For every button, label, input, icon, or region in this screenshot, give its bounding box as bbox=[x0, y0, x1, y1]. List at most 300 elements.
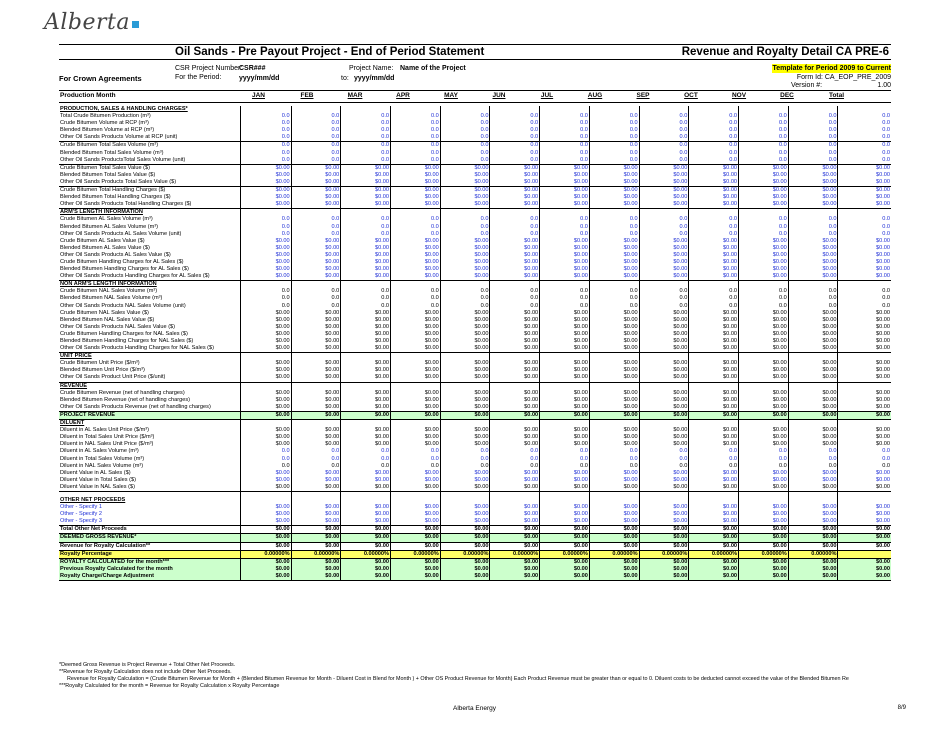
month-cell[interactable]: $0.00 bbox=[490, 238, 540, 245]
month-cell[interactable]: $0.00 bbox=[440, 477, 490, 484]
month-cell[interactable]: 0.0 bbox=[391, 113, 441, 120]
month-cell[interactable]: 0.0 bbox=[240, 127, 291, 134]
month-cell[interactable]: 0.0 bbox=[240, 224, 291, 231]
month-cell[interactable]: 0.0 bbox=[240, 448, 291, 455]
month-cell[interactable]: 0.0 bbox=[291, 224, 341, 231]
month-cell[interactable]: 0.0 bbox=[490, 231, 540, 238]
month-cell[interactable]: 0.0 bbox=[589, 127, 639, 134]
month-cell[interactable]: $0.00 bbox=[540, 504, 590, 511]
month-cell[interactable]: 0.0 bbox=[291, 456, 341, 463]
month-cell[interactable]: 0.0 bbox=[440, 150, 490, 157]
month-cell[interactable]: 0.0 bbox=[788, 134, 838, 142]
month-cell[interactable]: 0.0 bbox=[540, 216, 590, 223]
month-cell[interactable]: $0.00 bbox=[490, 511, 540, 518]
month-cell[interactable]: $0.00 bbox=[689, 252, 739, 259]
month-cell[interactable]: 0.0 bbox=[490, 448, 540, 455]
month-cell[interactable]: $0.00 bbox=[391, 245, 441, 252]
month-cell[interactable]: $0.00 bbox=[240, 273, 291, 281]
month-cell[interactable]: 0.0 bbox=[391, 216, 441, 223]
month-cell[interactable]: 0.0 bbox=[490, 157, 540, 165]
month-cell[interactable]: 0.0 bbox=[639, 150, 689, 157]
month-cell[interactable]: $0.00 bbox=[788, 259, 838, 266]
month-cell[interactable]: 0.0 bbox=[540, 142, 590, 150]
month-cell[interactable]: 0.0 bbox=[739, 231, 789, 238]
month-cell[interactable]: $0.00 bbox=[739, 511, 789, 518]
month-cell[interactable]: $0.00 bbox=[589, 259, 639, 266]
month-cell[interactable]: 0.0 bbox=[490, 216, 540, 223]
month-cell[interactable]: 0.0 bbox=[788, 231, 838, 238]
month-cell[interactable]: $0.00 bbox=[739, 477, 789, 484]
month-cell[interactable]: 0.0 bbox=[689, 231, 739, 238]
month-cell[interactable]: $0.00 bbox=[739, 470, 789, 477]
csr-value[interactable]: CSR### bbox=[239, 65, 266, 72]
month-cell[interactable]: $0.00 bbox=[739, 238, 789, 245]
month-cell[interactable]: $0.00 bbox=[240, 187, 291, 195]
month-cell[interactable]: $0.00 bbox=[589, 245, 639, 252]
month-cell[interactable]: $0.00 bbox=[341, 201, 391, 209]
month-cell[interactable]: $0.00 bbox=[639, 477, 689, 484]
month-cell[interactable]: $0.00 bbox=[540, 238, 590, 245]
month-cell[interactable]: $0.00 bbox=[490, 194, 540, 201]
month-cell[interactable]: 0.0 bbox=[341, 134, 391, 142]
month-cell[interactable]: $0.00 bbox=[391, 259, 441, 266]
month-cell[interactable]: 0.0 bbox=[440, 120, 490, 127]
month-cell[interactable]: $0.00 bbox=[490, 252, 540, 259]
month-cell[interactable]: 0.0 bbox=[589, 216, 639, 223]
month-cell[interactable]: $0.00 bbox=[639, 273, 689, 281]
month-cell[interactable]: $0.00 bbox=[490, 245, 540, 252]
month-cell[interactable]: $0.00 bbox=[689, 201, 739, 209]
month-cell[interactable]: 0.0 bbox=[291, 216, 341, 223]
month-cell[interactable]: 0.0 bbox=[440, 113, 490, 120]
month-cell[interactable]: 0.0 bbox=[788, 142, 838, 150]
month-cell[interactable]: $0.00 bbox=[490, 201, 540, 209]
month-cell[interactable]: 0.0 bbox=[739, 456, 789, 463]
month-cell[interactable]: 0.0 bbox=[240, 150, 291, 157]
month-cell[interactable]: $0.00 bbox=[240, 164, 291, 172]
month-cell[interactable]: $0.00 bbox=[689, 259, 739, 266]
month-cell[interactable]: $0.00 bbox=[240, 179, 291, 187]
period-to-value[interactable]: yyyy/mm/dd bbox=[354, 75, 395, 82]
month-cell[interactable]: $0.00 bbox=[391, 477, 441, 484]
month-cell[interactable]: 0.0 bbox=[739, 127, 789, 134]
month-cell[interactable]: $0.00 bbox=[540, 518, 590, 526]
month-cell[interactable]: 0.0 bbox=[689, 127, 739, 134]
month-cell[interactable]: $0.00 bbox=[291, 511, 341, 518]
month-cell[interactable]: 0.0 bbox=[689, 120, 739, 127]
month-cell[interactable]: $0.00 bbox=[240, 238, 291, 245]
month-cell[interactable]: $0.00 bbox=[788, 201, 838, 209]
month-cell[interactable]: $0.00 bbox=[391, 172, 441, 179]
month-cell[interactable]: 0.0 bbox=[589, 231, 639, 238]
month-cell[interactable]: $0.00 bbox=[540, 172, 590, 179]
month-cell[interactable]: 0.0 bbox=[391, 231, 441, 238]
month-cell[interactable]: $0.00 bbox=[341, 504, 391, 511]
month-cell[interactable]: 0.0 bbox=[540, 127, 590, 134]
month-cell[interactable]: 0.0 bbox=[240, 113, 291, 120]
month-cell[interactable]: 0.0 bbox=[739, 113, 789, 120]
month-cell[interactable]: 0.0 bbox=[689, 456, 739, 463]
month-cell[interactable]: 0.0 bbox=[639, 448, 689, 455]
month-cell[interactable]: $0.00 bbox=[440, 470, 490, 477]
month-cell[interactable]: 0.0 bbox=[391, 448, 441, 455]
month-cell[interactable]: $0.00 bbox=[391, 504, 441, 511]
month-cell[interactable]: $0.00 bbox=[291, 245, 341, 252]
month-cell[interactable]: 0.0 bbox=[291, 142, 341, 150]
month-cell[interactable]: $0.00 bbox=[391, 518, 441, 526]
month-cell[interactable]: $0.00 bbox=[391, 238, 441, 245]
month-cell[interactable]: 0.0 bbox=[739, 120, 789, 127]
month-cell[interactable]: 0.0 bbox=[291, 448, 341, 455]
month-cell[interactable]: 0.0 bbox=[341, 224, 391, 231]
month-cell[interactable]: $0.00 bbox=[391, 273, 441, 281]
month-cell[interactable]: $0.00 bbox=[440, 245, 490, 252]
month-cell[interactable]: $0.00 bbox=[639, 518, 689, 526]
month-cell[interactable]: 0.0 bbox=[391, 157, 441, 165]
month-cell[interactable]: 0.0 bbox=[490, 456, 540, 463]
month-cell[interactable]: $0.00 bbox=[788, 238, 838, 245]
month-cell[interactable]: $0.00 bbox=[788, 172, 838, 179]
month-cell[interactable]: $0.00 bbox=[639, 504, 689, 511]
month-cell[interactable]: 0.0 bbox=[240, 134, 291, 142]
month-cell[interactable]: $0.00 bbox=[440, 518, 490, 526]
month-cell[interactable]: $0.00 bbox=[639, 266, 689, 273]
month-cell[interactable]: 0.0 bbox=[341, 157, 391, 165]
month-cell[interactable]: 0.0 bbox=[739, 157, 789, 165]
month-cell[interactable]: $0.00 bbox=[490, 470, 540, 477]
month-cell[interactable]: 0.0 bbox=[291, 231, 341, 238]
month-cell[interactable]: $0.00 bbox=[788, 504, 838, 511]
month-cell[interactable]: $0.00 bbox=[739, 245, 789, 252]
month-cell[interactable]: 0.0 bbox=[490, 127, 540, 134]
month-cell[interactable]: 0.0 bbox=[739, 224, 789, 231]
month-cell[interactable]: 0.0 bbox=[788, 150, 838, 157]
month-cell[interactable]: $0.00 bbox=[291, 179, 341, 187]
month-cell[interactable]: 0.0 bbox=[589, 113, 639, 120]
month-cell[interactable]: 0.0 bbox=[291, 120, 341, 127]
month-cell[interactable]: $0.00 bbox=[440, 238, 490, 245]
month-cell[interactable]: $0.00 bbox=[739, 164, 789, 172]
month-cell[interactable]: $0.00 bbox=[440, 201, 490, 209]
month-cell[interactable]: 0.0 bbox=[391, 120, 441, 127]
month-cell[interactable]: $0.00 bbox=[341, 266, 391, 273]
month-cell[interactable]: 0.0 bbox=[341, 216, 391, 223]
month-cell[interactable]: $0.00 bbox=[639, 172, 689, 179]
month-cell[interactable]: $0.00 bbox=[689, 187, 739, 195]
month-cell[interactable]: 0.0 bbox=[589, 120, 639, 127]
month-cell[interactable]: $0.00 bbox=[739, 518, 789, 526]
month-cell[interactable]: $0.00 bbox=[639, 238, 689, 245]
month-cell[interactable]: $0.00 bbox=[240, 504, 291, 511]
month-cell[interactable]: 0.0 bbox=[440, 448, 490, 455]
month-cell[interactable]: 0.0 bbox=[788, 120, 838, 127]
month-cell[interactable]: 0.0 bbox=[540, 456, 590, 463]
month-cell[interactable]: 0.0 bbox=[490, 113, 540, 120]
month-cell[interactable]: $0.00 bbox=[440, 273, 490, 281]
month-cell[interactable]: $0.00 bbox=[589, 470, 639, 477]
month-cell[interactable]: $0.00 bbox=[589, 504, 639, 511]
month-cell[interactable]: 0.0 bbox=[490, 224, 540, 231]
month-cell[interactable]: $0.00 bbox=[739, 266, 789, 273]
month-cell[interactable]: $0.00 bbox=[490, 273, 540, 281]
month-cell[interactable]: $0.00 bbox=[689, 245, 739, 252]
month-cell[interactable]: $0.00 bbox=[689, 518, 739, 526]
month-cell[interactable]: $0.00 bbox=[589, 252, 639, 259]
month-cell[interactable]: 0.0 bbox=[240, 142, 291, 150]
month-cell[interactable]: 0.0 bbox=[739, 150, 789, 157]
month-cell[interactable]: $0.00 bbox=[440, 164, 490, 172]
month-cell[interactable]: 0.0 bbox=[788, 224, 838, 231]
month-cell[interactable]: 0.0 bbox=[639, 456, 689, 463]
month-cell[interactable]: 0.0 bbox=[540, 224, 590, 231]
month-cell[interactable]: 0.0 bbox=[391, 127, 441, 134]
month-cell[interactable]: $0.00 bbox=[540, 194, 590, 201]
month-cell[interactable]: 0.0 bbox=[341, 456, 391, 463]
month-cell[interactable]: $0.00 bbox=[540, 164, 590, 172]
month-cell[interactable]: $0.00 bbox=[291, 164, 341, 172]
month-cell[interactable]: 0.0 bbox=[689, 224, 739, 231]
month-cell[interactable]: $0.00 bbox=[240, 470, 291, 477]
month-cell[interactable]: $0.00 bbox=[291, 273, 341, 281]
month-cell[interactable]: 0.0 bbox=[639, 134, 689, 142]
month-cell[interactable]: $0.00 bbox=[540, 266, 590, 273]
month-cell[interactable]: 0.0 bbox=[540, 120, 590, 127]
month-cell[interactable]: $0.00 bbox=[689, 273, 739, 281]
month-cell[interactable]: 0.0 bbox=[291, 127, 341, 134]
month-cell[interactable]: 0.0 bbox=[391, 456, 441, 463]
month-cell[interactable]: $0.00 bbox=[689, 238, 739, 245]
month-cell[interactable]: $0.00 bbox=[689, 477, 739, 484]
month-cell[interactable]: 0.0 bbox=[440, 224, 490, 231]
month-cell[interactable]: $0.00 bbox=[589, 172, 639, 179]
month-cell[interactable]: 0.0 bbox=[689, 113, 739, 120]
month-cell[interactable]: $0.00 bbox=[739, 187, 789, 195]
month-cell[interactable]: 0.0 bbox=[440, 231, 490, 238]
month-cell[interactable]: $0.00 bbox=[639, 259, 689, 266]
month-cell[interactable]: 0.0 bbox=[341, 113, 391, 120]
month-cell[interactable]: $0.00 bbox=[639, 511, 689, 518]
month-cell[interactable]: $0.00 bbox=[341, 194, 391, 201]
month-cell[interactable]: $0.00 bbox=[639, 201, 689, 209]
month-cell[interactable]: 0.0 bbox=[540, 448, 590, 455]
month-cell[interactable]: 0.0 bbox=[240, 456, 291, 463]
month-cell[interactable]: $0.00 bbox=[291, 201, 341, 209]
month-cell[interactable]: 0.0 bbox=[739, 216, 789, 223]
month-cell[interactable]: $0.00 bbox=[639, 187, 689, 195]
month-cell[interactable]: $0.00 bbox=[440, 252, 490, 259]
month-cell[interactable]: 0.0 bbox=[240, 120, 291, 127]
month-cell[interactable]: $0.00 bbox=[291, 238, 341, 245]
month-cell[interactable]: 0.0 bbox=[341, 142, 391, 150]
month-cell[interactable]: $0.00 bbox=[540, 252, 590, 259]
month-cell[interactable]: $0.00 bbox=[291, 470, 341, 477]
month-cell[interactable]: $0.00 bbox=[639, 164, 689, 172]
month-cell[interactable]: 0.0 bbox=[540, 231, 590, 238]
month-cell[interactable]: 0.0 bbox=[689, 448, 739, 455]
month-cell[interactable]: $0.00 bbox=[689, 172, 739, 179]
project-name-value[interactable]: Name of the Project bbox=[400, 65, 466, 72]
month-cell[interactable]: $0.00 bbox=[240, 252, 291, 259]
month-cell[interactable]: $0.00 bbox=[341, 172, 391, 179]
month-cell[interactable]: $0.00 bbox=[490, 187, 540, 195]
month-cell[interactable]: $0.00 bbox=[391, 470, 441, 477]
month-cell[interactable]: $0.00 bbox=[589, 266, 639, 273]
month-cell[interactable]: 0.0 bbox=[689, 216, 739, 223]
month-cell[interactable]: 0.0 bbox=[391, 224, 441, 231]
month-cell[interactable]: 0.0 bbox=[739, 134, 789, 142]
month-cell[interactable]: 0.0 bbox=[391, 150, 441, 157]
month-cell[interactable]: 0.0 bbox=[589, 134, 639, 142]
month-cell[interactable]: $0.00 bbox=[490, 266, 540, 273]
month-cell[interactable]: $0.00 bbox=[341, 187, 391, 195]
month-cell[interactable]: 0.0 bbox=[589, 150, 639, 157]
month-cell[interactable]: 0.0 bbox=[341, 448, 391, 455]
month-cell[interactable]: $0.00 bbox=[440, 187, 490, 195]
month-cell[interactable]: 0.0 bbox=[440, 216, 490, 223]
month-cell[interactable]: 0.0 bbox=[639, 224, 689, 231]
month-cell[interactable]: $0.00 bbox=[689, 164, 739, 172]
month-cell[interactable]: $0.00 bbox=[540, 259, 590, 266]
month-cell[interactable]: $0.00 bbox=[689, 511, 739, 518]
month-cell[interactable]: $0.00 bbox=[341, 273, 391, 281]
month-cell[interactable]: $0.00 bbox=[391, 266, 441, 273]
month-cell[interactable]: $0.00 bbox=[240, 518, 291, 526]
month-cell[interactable]: $0.00 bbox=[540, 179, 590, 187]
month-cell[interactable]: 0.0 bbox=[639, 157, 689, 165]
month-cell[interactable]: 0.0 bbox=[490, 134, 540, 142]
month-cell[interactable]: 0.0 bbox=[639, 142, 689, 150]
month-cell[interactable]: $0.00 bbox=[788, 273, 838, 281]
month-cell[interactable]: $0.00 bbox=[440, 194, 490, 201]
month-cell[interactable]: $0.00 bbox=[440, 504, 490, 511]
month-cell[interactable]: 0.0 bbox=[639, 216, 689, 223]
month-cell[interactable]: $0.00 bbox=[589, 187, 639, 195]
month-cell[interactable]: 0.0 bbox=[589, 448, 639, 455]
month-cell[interactable]: $0.00 bbox=[291, 172, 341, 179]
month-cell[interactable]: $0.00 bbox=[739, 252, 789, 259]
month-cell[interactable]: $0.00 bbox=[391, 179, 441, 187]
month-cell[interactable]: 0.0 bbox=[540, 134, 590, 142]
month-cell[interactable]: $0.00 bbox=[739, 172, 789, 179]
month-cell[interactable]: 0.0 bbox=[540, 150, 590, 157]
month-cell[interactable]: $0.00 bbox=[341, 518, 391, 526]
month-cell[interactable]: $0.00 bbox=[440, 179, 490, 187]
month-cell[interactable]: $0.00 bbox=[240, 172, 291, 179]
month-cell[interactable]: 0.0 bbox=[291, 113, 341, 120]
month-cell[interactable]: $0.00 bbox=[291, 518, 341, 526]
month-cell[interactable]: 0.0 bbox=[341, 150, 391, 157]
month-cell[interactable]: $0.00 bbox=[739, 194, 789, 201]
month-cell[interactable]: $0.00 bbox=[689, 179, 739, 187]
month-cell[interactable]: $0.00 bbox=[589, 273, 639, 281]
month-cell[interactable]: $0.00 bbox=[341, 470, 391, 477]
month-cell[interactable]: 0.0 bbox=[440, 127, 490, 134]
month-cell[interactable]: $0.00 bbox=[240, 266, 291, 273]
month-cell[interactable]: $0.00 bbox=[490, 259, 540, 266]
month-cell[interactable]: $0.00 bbox=[788, 164, 838, 172]
month-cell[interactable]: 0.0 bbox=[240, 216, 291, 223]
month-cell[interactable]: $0.00 bbox=[589, 179, 639, 187]
month-cell[interactable]: $0.00 bbox=[341, 245, 391, 252]
month-cell[interactable]: $0.00 bbox=[391, 201, 441, 209]
month-cell[interactable]: $0.00 bbox=[291, 266, 341, 273]
month-cell[interactable]: $0.00 bbox=[788, 511, 838, 518]
month-cell[interactable]: $0.00 bbox=[540, 187, 590, 195]
month-cell[interactable]: $0.00 bbox=[240, 259, 291, 266]
month-cell[interactable]: $0.00 bbox=[689, 194, 739, 201]
month-cell[interactable]: 0.0 bbox=[391, 142, 441, 150]
month-cell[interactable]: $0.00 bbox=[589, 201, 639, 209]
month-cell[interactable]: $0.00 bbox=[739, 273, 789, 281]
month-cell[interactable]: 0.0 bbox=[341, 231, 391, 238]
month-cell[interactable]: 0.0 bbox=[341, 127, 391, 134]
month-cell[interactable]: $0.00 bbox=[589, 164, 639, 172]
month-cell[interactable]: $0.00 bbox=[341, 477, 391, 484]
month-cell[interactable]: 0.0 bbox=[639, 113, 689, 120]
month-cell[interactable]: 0.0 bbox=[639, 231, 689, 238]
month-cell[interactable]: 0.0 bbox=[540, 113, 590, 120]
month-cell[interactable]: $0.00 bbox=[440, 172, 490, 179]
month-cell[interactable]: $0.00 bbox=[788, 179, 838, 187]
month-cell[interactable]: 0.0 bbox=[689, 134, 739, 142]
month-cell[interactable]: $0.00 bbox=[540, 477, 590, 484]
month-cell[interactable]: $0.00 bbox=[341, 238, 391, 245]
month-cell[interactable]: $0.00 bbox=[240, 511, 291, 518]
month-cell[interactable]: 0.0 bbox=[440, 456, 490, 463]
month-cell[interactable]: $0.00 bbox=[589, 518, 639, 526]
month-cell[interactable]: $0.00 bbox=[540, 245, 590, 252]
month-cell[interactable]: $0.00 bbox=[240, 477, 291, 484]
month-cell[interactable]: $0.00 bbox=[440, 259, 490, 266]
month-cell[interactable]: 0.0 bbox=[788, 113, 838, 120]
month-cell[interactable]: $0.00 bbox=[788, 245, 838, 252]
month-cell[interactable]: $0.00 bbox=[788, 470, 838, 477]
month-cell[interactable]: $0.00 bbox=[639, 245, 689, 252]
month-cell[interactable]: $0.00 bbox=[291, 477, 341, 484]
month-cell[interactable]: 0.0 bbox=[639, 120, 689, 127]
month-cell[interactable]: $0.00 bbox=[391, 187, 441, 195]
month-cell[interactable]: $0.00 bbox=[788, 477, 838, 484]
month-cell[interactable]: $0.00 bbox=[540, 273, 590, 281]
month-cell[interactable]: $0.00 bbox=[739, 504, 789, 511]
month-cell[interactable]: $0.00 bbox=[639, 252, 689, 259]
month-cell[interactable]: $0.00 bbox=[341, 179, 391, 187]
month-cell[interactable]: $0.00 bbox=[689, 504, 739, 511]
month-cell[interactable]: 0.0 bbox=[391, 134, 441, 142]
month-cell[interactable]: $0.00 bbox=[739, 201, 789, 209]
month-cell[interactable]: $0.00 bbox=[291, 194, 341, 201]
month-cell[interactable]: $0.00 bbox=[788, 194, 838, 201]
month-cell[interactable]: 0.0 bbox=[440, 142, 490, 150]
month-cell[interactable]: $0.00 bbox=[788, 266, 838, 273]
month-cell[interactable]: $0.00 bbox=[341, 259, 391, 266]
month-cell[interactable]: 0.0 bbox=[440, 157, 490, 165]
month-cell[interactable]: $0.00 bbox=[391, 511, 441, 518]
month-cell[interactable]: 0.0 bbox=[739, 448, 789, 455]
month-cell[interactable]: $0.00 bbox=[391, 194, 441, 201]
month-cell[interactable]: $0.00 bbox=[240, 245, 291, 252]
month-cell[interactable]: $0.00 bbox=[291, 259, 341, 266]
month-cell[interactable]: 0.0 bbox=[788, 127, 838, 134]
month-cell[interactable]: 0.0 bbox=[291, 134, 341, 142]
month-cell[interactable]: 0.0 bbox=[440, 134, 490, 142]
month-cell[interactable]: 0.0 bbox=[589, 456, 639, 463]
month-cell[interactable]: $0.00 bbox=[739, 259, 789, 266]
month-cell[interactable]: $0.00 bbox=[689, 266, 739, 273]
month-cell[interactable]: 0.0 bbox=[490, 120, 540, 127]
month-cell[interactable]: $0.00 bbox=[788, 518, 838, 526]
month-cell[interactable]: $0.00 bbox=[788, 187, 838, 195]
